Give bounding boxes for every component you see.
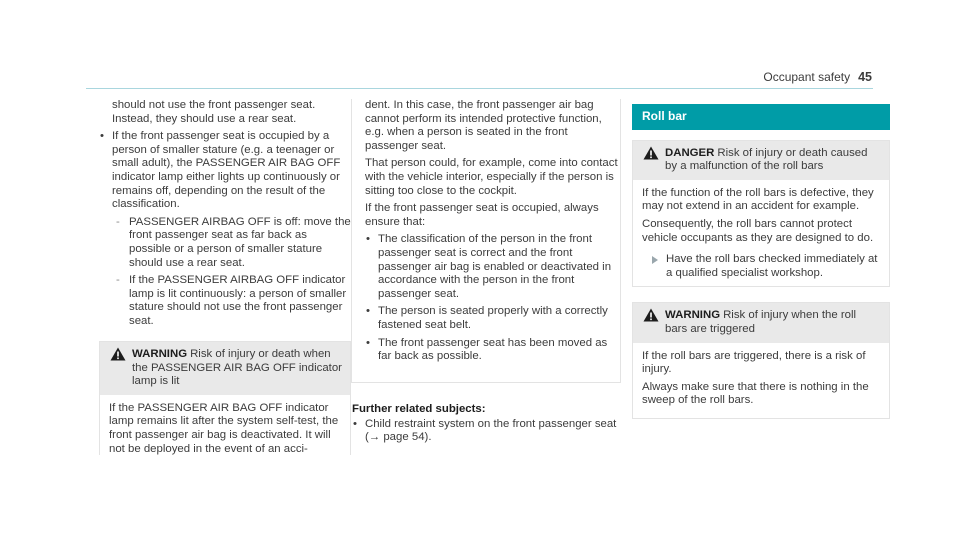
list-item: • The front passenger seat has been moved as far back as possible. — [365, 337, 620, 364]
warning-body-text: dent. In this case, the front passenger air bag cannot perform its intended protective function, e.g. when a person is seated in the front passenger seat. — [365, 99, 602, 152]
list-item: • If the front passenger seat is occupied by a person of smaller stature (e.g. a teenager or small adult), the PASSENGER AIR BAG OFF indicator lamp either lights up continuously or remains off, depending on the result of the classification. — [99, 130, 351, 212]
warning-heading: Risk of injury or death when the PASSENGER AIR BAG OFF indicator lamp is lit — [132, 348, 342, 388]
danger-body-text: Consequently, the roll bars cannot protect vehicle occupants as they are designed to do. — [642, 217, 874, 244]
warning-box-airbag — [99, 341, 351, 455]
further-subjects-title: Further related subjects: — [352, 403, 486, 415]
further-subjects — [352, 403, 622, 449]
header-rule — [86, 88, 873, 89]
warning-heading: Risk of injury when the roll bars are triggered — [665, 309, 857, 335]
column-1 — [99, 99, 351, 333]
danger-body-text: If the function of the roll bars is defective, they may not extend in an accident for example. — [642, 186, 874, 213]
warning-header — [100, 342, 350, 395]
list-item: • The person is seated properly with a correctly fastened seat belt. — [365, 305, 620, 332]
instruction-arrow-icon — [652, 256, 658, 264]
intro-text: should not use the front passenger seat. Instead, they should use a rear seat. — [112, 99, 316, 125]
roll-bar-heading: Roll bar — [632, 104, 890, 130]
section-title: Occupant safety — [763, 70, 851, 84]
sub-list-item: - If the PASSENGER AIRBAG OFF indicator lamp is lit continuously: a person of smaller stature should not use the front passenger seat. — [112, 274, 351, 328]
warning-body-text: That person could, for example, come into contact with the vehicle interior, especially if the person is sitting too close to the cockpit. — [365, 157, 618, 197]
warning-body-text: Always make sure that there is nothing in the sweep of the roll bars. — [642, 380, 869, 407]
page-number: 45 — [858, 70, 872, 84]
warning-triangle-icon — [643, 308, 659, 322]
warning-box-roll-bar — [632, 302, 890, 419]
running-head — [763, 71, 872, 85]
column-3 — [632, 104, 890, 419]
instruction-step — [642, 253, 880, 280]
danger-label: DANGER — [665, 146, 715, 159]
warning-body-text: If the front passenger seat is occupied, always ensure that: — [365, 202, 599, 228]
further-subjects-link[interactable]: • Child restraint system on the front passenger seat (→ page 54). — [352, 418, 622, 445]
danger-heading: Risk of injury or death caused by a malfunction of the roll bars — [665, 146, 868, 173]
warning-header — [633, 303, 889, 342]
list-item: • The classification of the person in the front passenger seat is correct and the front passenger air bag is enabled or deactivated in accordance with the person in the front passenger seat. — [365, 233, 620, 301]
warning-label: WARNING — [665, 309, 721, 322]
column-2 — [365, 99, 620, 368]
warning-body-text: If the roll bars are triggered, there is a risk of injury. — [642, 349, 866, 376]
instruction-text: Have the roll bars checked immediately at a qualified specialist workshop. — [666, 253, 878, 279]
sub-list-item: - PASSENGER AIRBAG OFF is off: move the front passenger seat as far back as possible or a person of smaller stature should use a rear seat. — [112, 216, 351, 270]
danger-box — [632, 140, 890, 288]
warning-label: WARNING — [132, 348, 188, 360]
warning-triangle-icon — [643, 146, 659, 160]
warning-triangle-icon — [110, 347, 126, 361]
danger-header — [633, 141, 889, 180]
warning-body-text: If the PASSENGER AIR BAG OFF indicator lamp remains lit after the system self-test, the front passenger air bag is deactivated. It will not be deployed in the event of an acci- — [109, 401, 339, 455]
